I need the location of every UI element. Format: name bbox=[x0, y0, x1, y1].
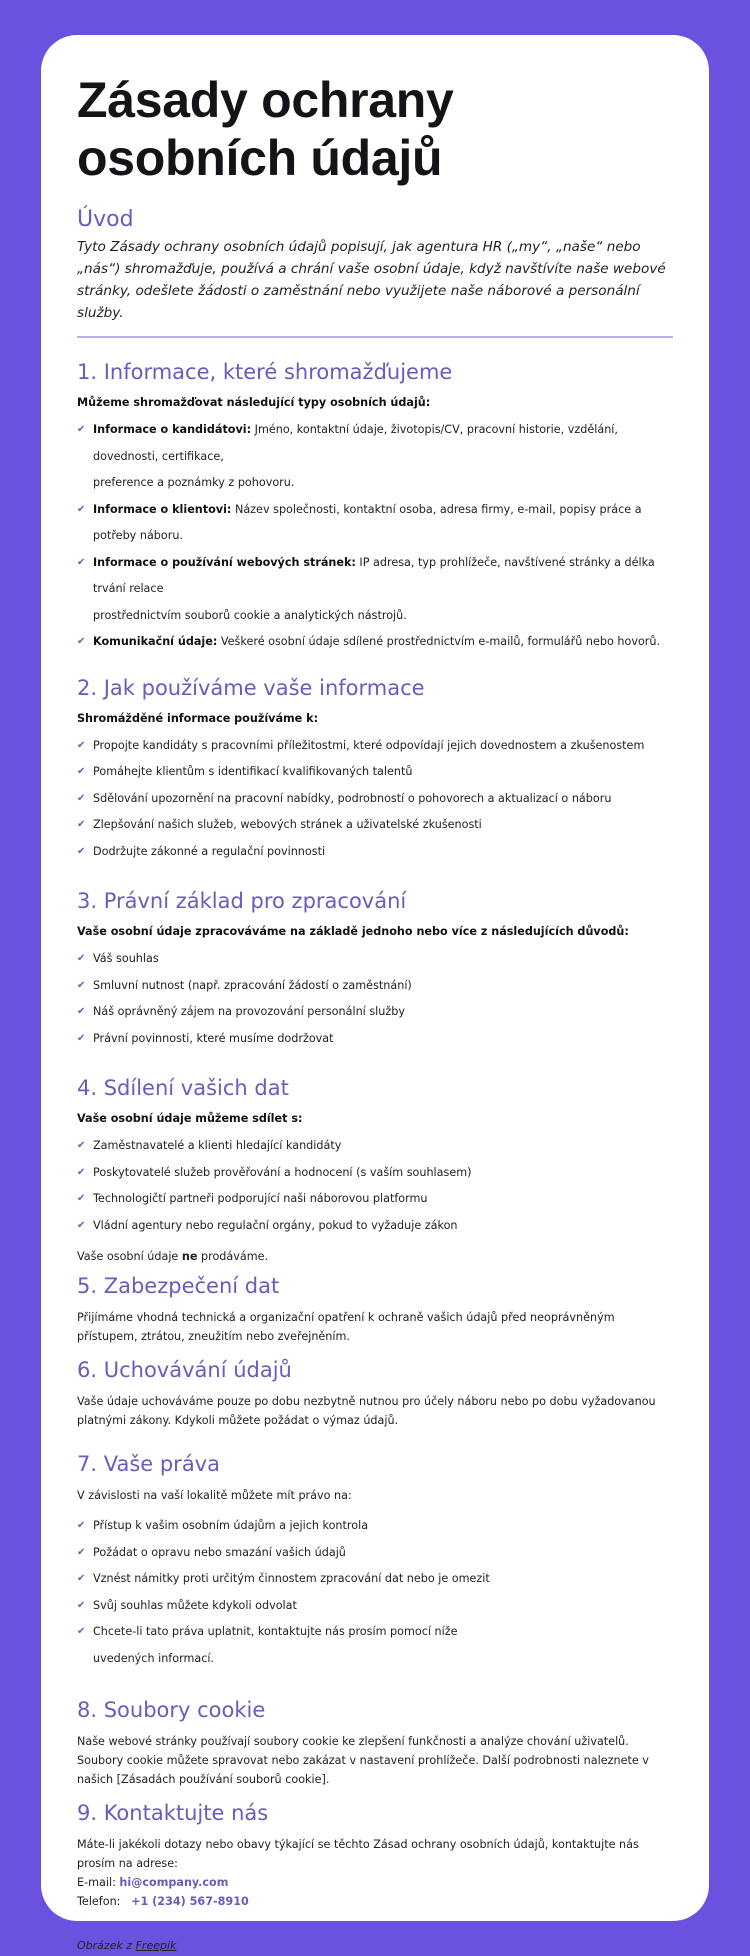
list-item: ✔ Smluvní nutnost (např. zpracování žádostí o zaměstnání) bbox=[77, 973, 673, 1000]
section-5-text: Přijímáme vhodná technická a organizační opatření k ochraně vašich údajů před neoprávněným přístupem, ztrátou, zneužitím nebo zveřejněním. bbox=[77, 1311, 615, 1343]
checkmark-icon: ✔ bbox=[77, 1520, 86, 1531]
section-1-lead: Můžeme shromažďovat následující typy osobních údajů: bbox=[77, 396, 431, 409]
section-2-list bbox=[77, 733, 673, 866]
intro-heading: Úvod bbox=[77, 207, 134, 232]
checkmark-icon: ✔ bbox=[77, 1193, 86, 1204]
list-item: ✔ Náš oprávněný zájem na provozování personální služby bbox=[77, 999, 673, 1026]
list-item: ✔ Právní povinnosti, které musíme dodržovat bbox=[77, 1026, 673, 1053]
checkmark-icon: ✔ bbox=[77, 979, 86, 991]
email-link[interactable]: hi@company.com bbox=[119, 1876, 229, 1889]
section-3-heading: 3. Právní základ pro zpracování bbox=[77, 889, 407, 913]
list-item: ✔ Propojte kandidáty s pracovními příležitostmi, které odpovídají jejich dovednostem a zkušenostem bbox=[77, 733, 673, 760]
section-7-heading: 7. Vaše práva bbox=[77, 1452, 220, 1476]
list-item: ✔ Vládní agentury nebo regulační orgány, pokud to vyžaduje zákon bbox=[77, 1213, 673, 1240]
list-item: ✔ Zaměstnavatelé a klienti hledající kandidáty bbox=[77, 1133, 673, 1160]
phone-link[interactable]: +1 (234) 567-8910 bbox=[131, 1895, 249, 1908]
checkmark-icon: ✔ bbox=[77, 1626, 86, 1637]
list-item: ✔ Vznést námitky proti určitým činnostem zpracování dat nebo je omezit bbox=[77, 1566, 673, 1593]
section-5-heading: 5. Zabezpečení dat bbox=[77, 1274, 280, 1298]
list-item: ✔ Poskytovatelé služeb prověřování a hodnocení (s vaším souhlasem) bbox=[77, 1160, 673, 1187]
section-1-heading: 1. Informace, které shromažďujeme bbox=[77, 360, 453, 384]
list-item: ✔ Zlepšování našich služeb, webových stránek a uživatelské zkušenosti bbox=[77, 812, 673, 839]
list-item: ✔ Komunikační údaje: Veškeré osobní údaje sdílené prostřednictvím e-mailů, formulářů nebo hovorů. bbox=[77, 629, 673, 656]
list-item: ✔ Pomáhejte klientům s identifikací kvalifikovaných talentů bbox=[77, 759, 673, 786]
checkmark-icon: ✔ bbox=[77, 556, 86, 568]
checkmark-icon: ✔ bbox=[77, 953, 86, 964]
list-item: ✔ Informace o kandidátovi: Jméno, kontaktní údaje, životopis/CV, pracovní historie, vzdělání, dovednosti, certifikace, preference a poznámky z pohovoru. bbox=[77, 417, 673, 497]
section-3-lead: Vaše osobní údaje zpracováváme na základě jednoho nebo více z následujících důvodů: bbox=[77, 925, 629, 938]
section-8-heading: 8. Soubory cookie bbox=[77, 1698, 266, 1722]
checkmark-icon: ✔ bbox=[77, 819, 86, 830]
list-item: ✔ Dodržujte zákonné a regulační povinnosti bbox=[77, 839, 673, 866]
section-4-note: Vaše osobní údaje ne prodáváme. bbox=[77, 1250, 269, 1263]
checkmark-icon: ✔ bbox=[77, 1219, 86, 1231]
section-7-lead: V závislosti na vaší lokalitě můžete mít právo na: bbox=[77, 1489, 352, 1502]
checkmark-icon: ✔ bbox=[77, 636, 86, 647]
checkmark-icon: ✔ bbox=[77, 1166, 86, 1178]
checkmark-icon: ✔ bbox=[77, 503, 86, 515]
checkmark-icon: ✔ bbox=[77, 845, 86, 857]
checkmark-icon: ✔ bbox=[77, 739, 86, 751]
list-item: ✔ Sdělování upozornění na pracovní nabídky, podrobností o pohovorech a aktualizací o náboru bbox=[77, 786, 673, 813]
list-item: ✔ Váš souhlas bbox=[77, 946, 673, 973]
intro-text: Tyto Zásady ochrany osobních údajů popisují, jak agentura HR („my“, „naše“ nebo „nás“) shromažďuje, používá a chrání vaše osobní údaje, když navštívíte naše webové stránky, odešlete žádosti o zaměstnání nebo využijete naše náborové a personální služby. bbox=[77, 239, 666, 321]
section-8-text: Naše webové stránky používají soubory cookie ke zlepšení funkčnosti a analýze chování uživatelů. Soubory cookie můžete spravovat nebo zakázat v nastavení prohlížeče. Další podrobnosti naleznete v našich [Zásadách používání souborů cookie]. bbox=[77, 1735, 649, 1786]
page-title: Zásady ochrany osobních údajů bbox=[77, 72, 454, 186]
list-item: ✔ Požádat o opravu nebo smazání vašich údajů bbox=[77, 1540, 673, 1567]
list-item: ✔ Chcete-li tato práva uplatnit, kontaktujte nás prosím pomocí níže uvedených informací. bbox=[77, 1619, 673, 1672]
checkmark-icon: ✔ bbox=[77, 766, 86, 777]
checkmark-icon: ✔ bbox=[77, 1006, 86, 1017]
section-4-list bbox=[77, 1133, 673, 1239]
checkmark-icon: ✔ bbox=[77, 792, 86, 804]
policy-card bbox=[41, 35, 709, 1952]
list-item: ✔ Svůj souhlas můžete kdykoli odvolat bbox=[77, 1593, 673, 1620]
section-1-list bbox=[77, 417, 673, 656]
contact-email-row: E-mail: hi@company.com bbox=[77, 1876, 229, 1889]
contact-phone-row: Telefon: +1 (234) 567-8910 bbox=[77, 1895, 249, 1908]
section-3-list bbox=[77, 946, 673, 1052]
image-credit: Obrázek z Freepik bbox=[77, 1939, 177, 1952]
section-7-list bbox=[77, 1513, 673, 1672]
checkmark-icon: ✔ bbox=[77, 1546, 86, 1558]
section-9-heading: 9. Kontaktujte nás bbox=[77, 1801, 269, 1825]
list-item: ✔ Informace o používání webových stránek: IP adresa, typ prohlížeče, navštívené stránky a délka trvání relace prostřednictvím souborů cookie a analytických nástrojů. bbox=[77, 550, 673, 630]
section-4-heading: 4. Sdílení vašich dat bbox=[77, 1076, 289, 1100]
list-item: ✔ Informace o klientovi: Název společnosti, kontaktní osoba, adresa firmy, e-mail, popisy práce a potřeby náboru. bbox=[77, 497, 673, 550]
section-6-heading: 6. Uchovávání údajů bbox=[77, 1358, 292, 1382]
section-2-heading: 2. Jak používáme vaše informace bbox=[77, 675, 425, 700]
checkmark-icon: ✔ bbox=[77, 424, 86, 435]
section-6-text: Vaše údaje uchováváme pouze po dobu nezbytně nutnou pro účely náboru nebo po dobu vyžadovanou platnými zákony. Kdykoli můžete požádat o výmaz údajů. bbox=[77, 1395, 656, 1427]
section-divider bbox=[77, 336, 673, 338]
checkmark-icon: ✔ bbox=[77, 1140, 86, 1151]
freepik-link[interactable]: Freepik bbox=[135, 1939, 177, 1952]
list-item: ✔ Přístup k vašim osobním údajům a jejich kontrola bbox=[77, 1513, 673, 1540]
checkmark-icon: ✔ bbox=[77, 1599, 86, 1611]
section-9-text: Máte-li jakékoli dotazy nebo obavy týkající se těchto Zásad ochrany osobních údajů, kontaktujte nás prosím na adrese: bbox=[77, 1838, 639, 1870]
section-4-lead: Vaše osobní údaje můžeme sdílet s: bbox=[77, 1112, 303, 1125]
section-2-lead: Shromážděné informace používáme k: bbox=[77, 711, 319, 725]
checkmark-icon: ✔ bbox=[77, 1573, 86, 1584]
checkmark-icon: ✔ bbox=[77, 1032, 86, 1044]
list-item: ✔ Technologičtí partneři podporující naši náborovou platformu bbox=[77, 1186, 673, 1213]
